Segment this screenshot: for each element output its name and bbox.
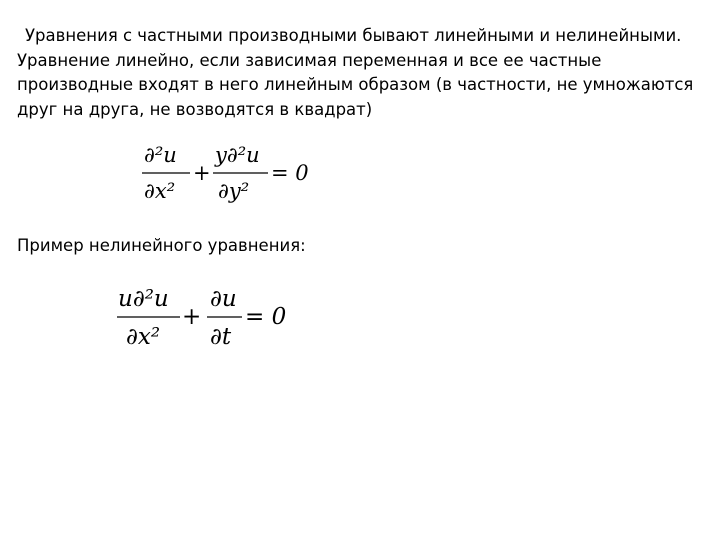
- paragraph-line: Уравнение линейно, если зависимая переменная и все ее частные: [17, 50, 602, 70]
- linear-equation-svg: [138, 140, 318, 210]
- example-label: Пример нелинейного уравнения:: [17, 236, 306, 255]
- nonlinear-term1-denominator: ∂x²: [126, 324, 161, 350]
- nonlinear-rhs: = 0: [245, 304, 287, 330]
- linear-term2-denominator: ∂y²: [218, 179, 250, 203]
- intro-paragraph: [17, 24, 697, 122]
- nonlinear-term2-numerator: ∂u: [210, 286, 237, 312]
- linear-plus-sign: +: [193, 161, 211, 185]
- nonlinear-term2-denominator: ∂t: [210, 324, 232, 350]
- nonlinear-term1-numerator: u∂²u: [118, 286, 169, 312]
- linear-rhs: = 0: [271, 161, 309, 185]
- paragraph-line: производные входят в него линейным образом (в частности, не умножаются: [17, 75, 694, 94]
- nonlinear-equation: [114, 282, 304, 354]
- linear-term2-numerator: y∂²u: [215, 143, 260, 167]
- linear-term1-denominator: ∂x²: [144, 179, 176, 203]
- nonlinear-plus-sign: +: [182, 304, 202, 330]
- nonlinear-equation-svg: [114, 282, 304, 354]
- linear-term1-numerator: ∂²u: [144, 143, 177, 167]
- linear-equation: [138, 140, 318, 210]
- paragraph-line: Уравнения с частными производными бывают линейными и нелинейными.: [25, 26, 682, 45]
- paragraph-line: друг на друга, не возводятся в квадрат): [17, 99, 373, 119]
